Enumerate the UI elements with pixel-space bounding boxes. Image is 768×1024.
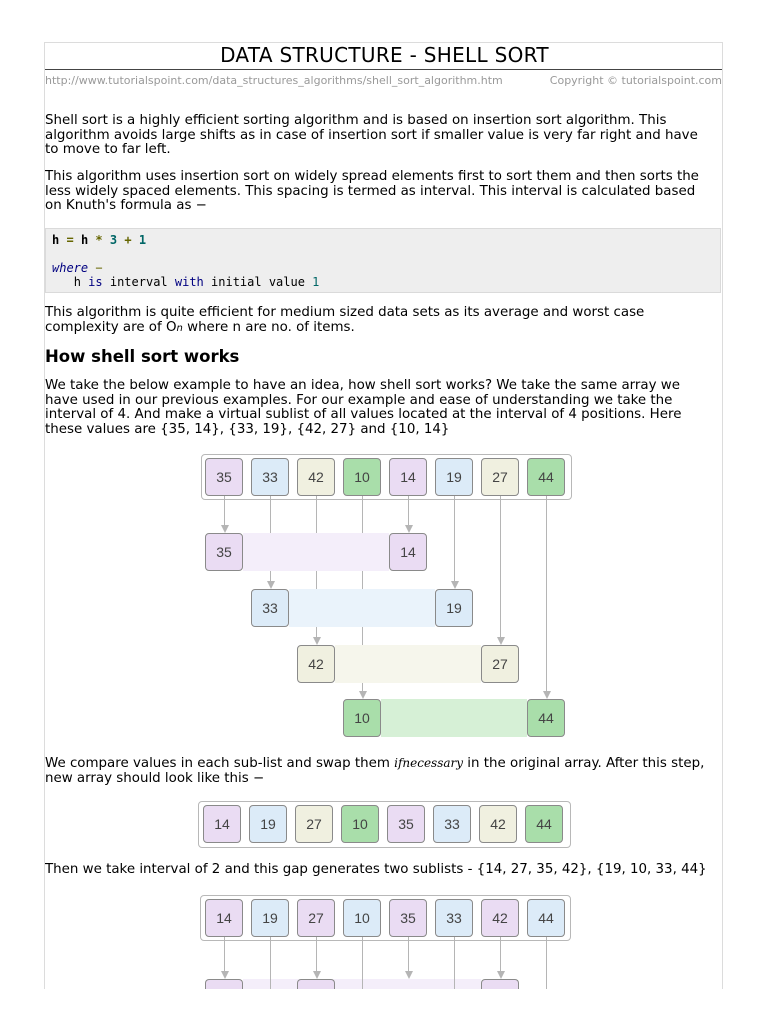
sublist-cell: 10 bbox=[343, 699, 381, 737]
arrow-line-head bbox=[405, 971, 413, 979]
arrow-line bbox=[362, 937, 363, 989]
arrow-line bbox=[408, 496, 409, 526]
array-3-cell: 27 bbox=[297, 899, 335, 937]
arrow-line bbox=[224, 937, 225, 972]
arrow-line bbox=[454, 496, 455, 582]
arrow-line-head bbox=[221, 525, 229, 533]
code-line-1: h = h * 3 + 1 bbox=[52, 233, 147, 247]
sublist-cell: 33 bbox=[251, 589, 289, 627]
copyright-notice: Copyright © tutorialspoint.com bbox=[549, 74, 722, 87]
arrow-line-head bbox=[313, 971, 321, 979]
array-cell: 10 bbox=[343, 458, 381, 496]
formula-code-block bbox=[45, 228, 721, 293]
array-3-cell: 19 bbox=[251, 899, 289, 937]
intro-paragraph-2: This algorithm uses insertion sort on widely spread elements first to sort them and then sorts the less widely spaced elements. This spacing is termed as interval. This interval is calculated based on Knuth's formula as − bbox=[45, 169, 699, 214]
sublist-cell: 27 bbox=[481, 645, 519, 683]
arrow-line-head bbox=[313, 637, 321, 645]
source-url[interactable]: http://www.tutorialspoint.com/data_structures_algorithms/shell_sort_algorithm.htm bbox=[45, 74, 503, 87]
array-cell: 27 bbox=[481, 458, 519, 496]
array-2-cell: 14 bbox=[203, 805, 241, 843]
arrow-line-head bbox=[267, 581, 275, 589]
page-title: DATA STRUCTURE - SHELL SORT bbox=[220, 43, 549, 67]
arrow-line-head bbox=[543, 691, 551, 699]
sublist-band bbox=[381, 699, 527, 737]
array-3-cell: 42 bbox=[481, 899, 519, 937]
sublist-cell-partial bbox=[205, 979, 243, 989]
arrow-line bbox=[408, 937, 409, 972]
array-3-cell: 44 bbox=[527, 899, 565, 937]
arrow-line bbox=[270, 937, 271, 989]
array-2-cell: 44 bbox=[525, 805, 563, 843]
document-page bbox=[44, 42, 723, 989]
arrow-line bbox=[500, 496, 501, 638]
sublist-cell: 35 bbox=[205, 533, 243, 571]
array-3-cell: 14 bbox=[205, 899, 243, 937]
arrow-line-head bbox=[497, 637, 505, 645]
section-heading: How shell sort works bbox=[45, 347, 240, 366]
code-line-3: h is interval with initial value 1 bbox=[73, 275, 320, 289]
arrow-line bbox=[454, 937, 455, 989]
array-3-cell: 35 bbox=[389, 899, 427, 937]
sublist-cell: 14 bbox=[389, 533, 427, 571]
array-2-cell: 10 bbox=[341, 805, 379, 843]
array-cell: 44 bbox=[527, 458, 565, 496]
sublist-cell: 42 bbox=[297, 645, 335, 683]
sublist-cell-partial bbox=[297, 979, 335, 989]
sublist-cell: 44 bbox=[527, 699, 565, 737]
array-3-cell: 33 bbox=[435, 899, 473, 937]
array-3-cell: 10 bbox=[343, 899, 381, 937]
array-cell: 33 bbox=[251, 458, 289, 496]
array-cell: 19 bbox=[435, 458, 473, 496]
array-cell: 35 bbox=[205, 458, 243, 496]
array-2-cell: 35 bbox=[387, 805, 425, 843]
array-2-cell: 27 bbox=[295, 805, 333, 843]
code-line-2: where − bbox=[52, 261, 103, 275]
arrow-line-head bbox=[497, 971, 505, 979]
sublist-band bbox=[289, 589, 435, 627]
intro-paragraph-1: Shell sort is a highly efficient sorting algorithm and is based on insertion sort algorithm. This algorithm avoids large shifts as in case of insertion sort if smaller value is very far right and have to move to far left. bbox=[45, 113, 698, 158]
arrow-line-head bbox=[359, 691, 367, 699]
arrow-line bbox=[224, 496, 225, 526]
title-divider bbox=[45, 69, 723, 70]
arrow-line-head bbox=[405, 525, 413, 533]
compare-paragraph: We compare values in each sub-list and swap them ifnecessary in the original array. After this step, new array should look like this − bbox=[45, 756, 705, 786]
array-2-cell: 42 bbox=[479, 805, 517, 843]
array-cell: 14 bbox=[389, 458, 427, 496]
arrow-line-head bbox=[451, 581, 459, 589]
efficiency-paragraph: This algorithm is quite efficient for medium sized data sets as its average and worst case complexity are of On where n are no. of items. bbox=[45, 305, 645, 335]
sublist-band bbox=[335, 645, 481, 683]
example-paragraph: We take the below example to have an idea, how shell sort works? We take the same array we have used in our previous examples. For our example and ease of understanding we take the interval of 4. And make a virtual sublist of all values located at the interval of 4 positions. Here these values are {35, 14}, {33, 19}, {42, 27} and {10, 14} bbox=[45, 378, 682, 437]
array-2-cell: 19 bbox=[249, 805, 287, 843]
arrow-line-head bbox=[221, 971, 229, 979]
sublist-band bbox=[243, 533, 389, 571]
sublist-cell: 19 bbox=[435, 589, 473, 627]
arrow-line bbox=[316, 937, 317, 972]
arrow-line bbox=[500, 937, 501, 972]
arrow-line bbox=[546, 496, 547, 692]
array-2-cell: 33 bbox=[433, 805, 471, 843]
interval-2-paragraph: Then we take interval of 2 and this gap generates two sublists - {14, 27, 35, 42}, {19, 10, 33, 44} bbox=[45, 862, 707, 877]
arrow-line bbox=[546, 937, 547, 989]
sublist-cell-partial bbox=[481, 979, 519, 989]
array-cell: 42 bbox=[297, 458, 335, 496]
